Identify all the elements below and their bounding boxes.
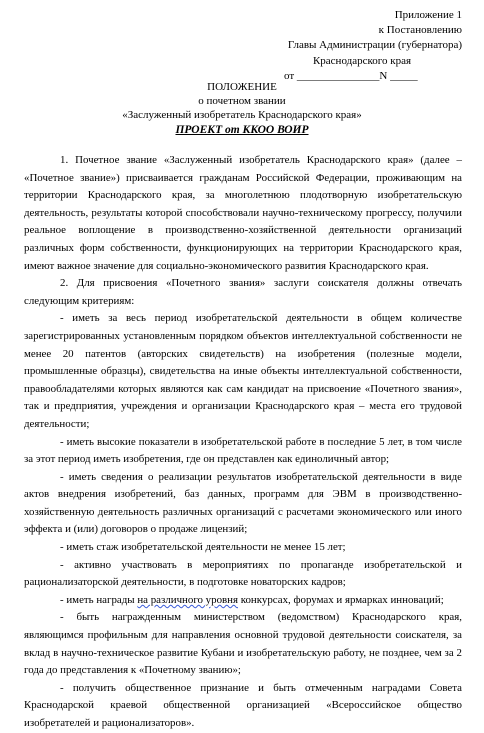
appendix-date-prefix: от — [284, 69, 295, 82]
criterion-2: - иметь высокие показатели в изобретательской работе в последние 5 лет, в том числе за этот период иметь изобретения, где он представлен как единоличный автор; — [24, 435, 462, 466]
criterion-6-end: конкурсах, форумах и ярмарках инноваций; — [238, 593, 444, 606]
criterion-1: - иметь за весь период изобретательской деятельности в общем количестве зарегистрированных установленным порядком объектов интеллектуальной собственности не менее 20 патентов (авторских свидетельств) на изобретения (полезные модели, промышленные образцы), свидетельства на иные объекты интеллектуальной собственности, правообладателями которых являются как сам кандидат на присвоение «Почетного звания», так и предприятия, учреждения и организации Краснодарского края – места его трудовой деятельности; — [24, 312, 462, 430]
appendix-resolution-ref: к Постановлению — [378, 24, 462, 37]
criterion-5: - активно участвовать в мероприятиях по пропаганде изобретательской и рационализаторской деятельности, в подготовке новаторских кадров; — [24, 558, 462, 589]
document-body — [24, 152, 462, 733]
appendix-number-label: N — [379, 69, 388, 82]
appendix-authority: Главы Администрации (губернатора) — [287, 39, 462, 52]
appendix-header — [242, 8, 462, 84]
title-block — [0, 80, 484, 137]
criterion-3: - иметь сведения о реализации результатов изобретательской деятельности в виде актов внедрения изобретений, баз данных, программ для ЭВМ в производственно-хозяйственную деятельность различных организаций с расчетами экономического или иного эффекта и (или) договоров о продаже лицензий; — [24, 470, 462, 536]
criterion-8: - получить общественное признание и быть отмеченным наградами Совета Краснодарской краевой общественной организацией «Всероссийское общество изобретателей и рационализаторов». — [24, 681, 462, 729]
criterion-6 — [24, 592, 462, 610]
appendix-number-blank: _____ — [390, 69, 418, 82]
criterion-6-start: - иметь награды — [60, 593, 138, 606]
doc-subtitle-2: «Заслуженный изобретатель Краснодарского края» — [122, 109, 362, 122]
spellcheck-underline-text: на различного уровня — [137, 593, 239, 606]
appendix-region: Краснодарского края — [312, 54, 412, 67]
paragraph-1: 1. Почетное звание «Заслуженный изобретатель Краснодарского края» (далее – «Почетное звание») присваивается гражданам Российской Федерации, проживающим на территории Краснодарского края, за многолетнюю плодотворную изобретательскую деятельность, результаты которой способствовали научно-техническому прогрессу, получили реальное воплощение в производственно-хозяйственной деятельности организаций различных форм собственности, функционирующих на территории Краснодарского края, имеют важное значение для социально-экономического развития Краснодарского края. — [24, 154, 462, 272]
criterion-7: - быть награжденным министерством (ведомством) Краснодарского края, являющимся профильным для направления основной трудовой деятельности соискателя, за вклад в научно-техническое развитие Кубани и изобретательскую работу, не позднее, чем за 2 года до представления к «Почетному званию»; — [24, 611, 462, 677]
doc-heading: ПОЛОЖЕНИЕ — [207, 81, 277, 93]
criterion-4: - иметь стаж изобретательской деятельности не менее 15 лет; — [60, 541, 346, 554]
doc-subtitle-1: о почетном звании — [198, 95, 286, 108]
paragraph-2: 2. Для присвоения «Почетного звания» заслуги соискателя должны отвечать следующим критериям: — [24, 277, 462, 307]
project-label: ПРОЕКТ от ККОО ВОИР — [175, 123, 309, 136]
appendix-number: Приложение 1 — [394, 9, 462, 21]
appendix-date-blank: _______________ — [296, 69, 380, 82]
